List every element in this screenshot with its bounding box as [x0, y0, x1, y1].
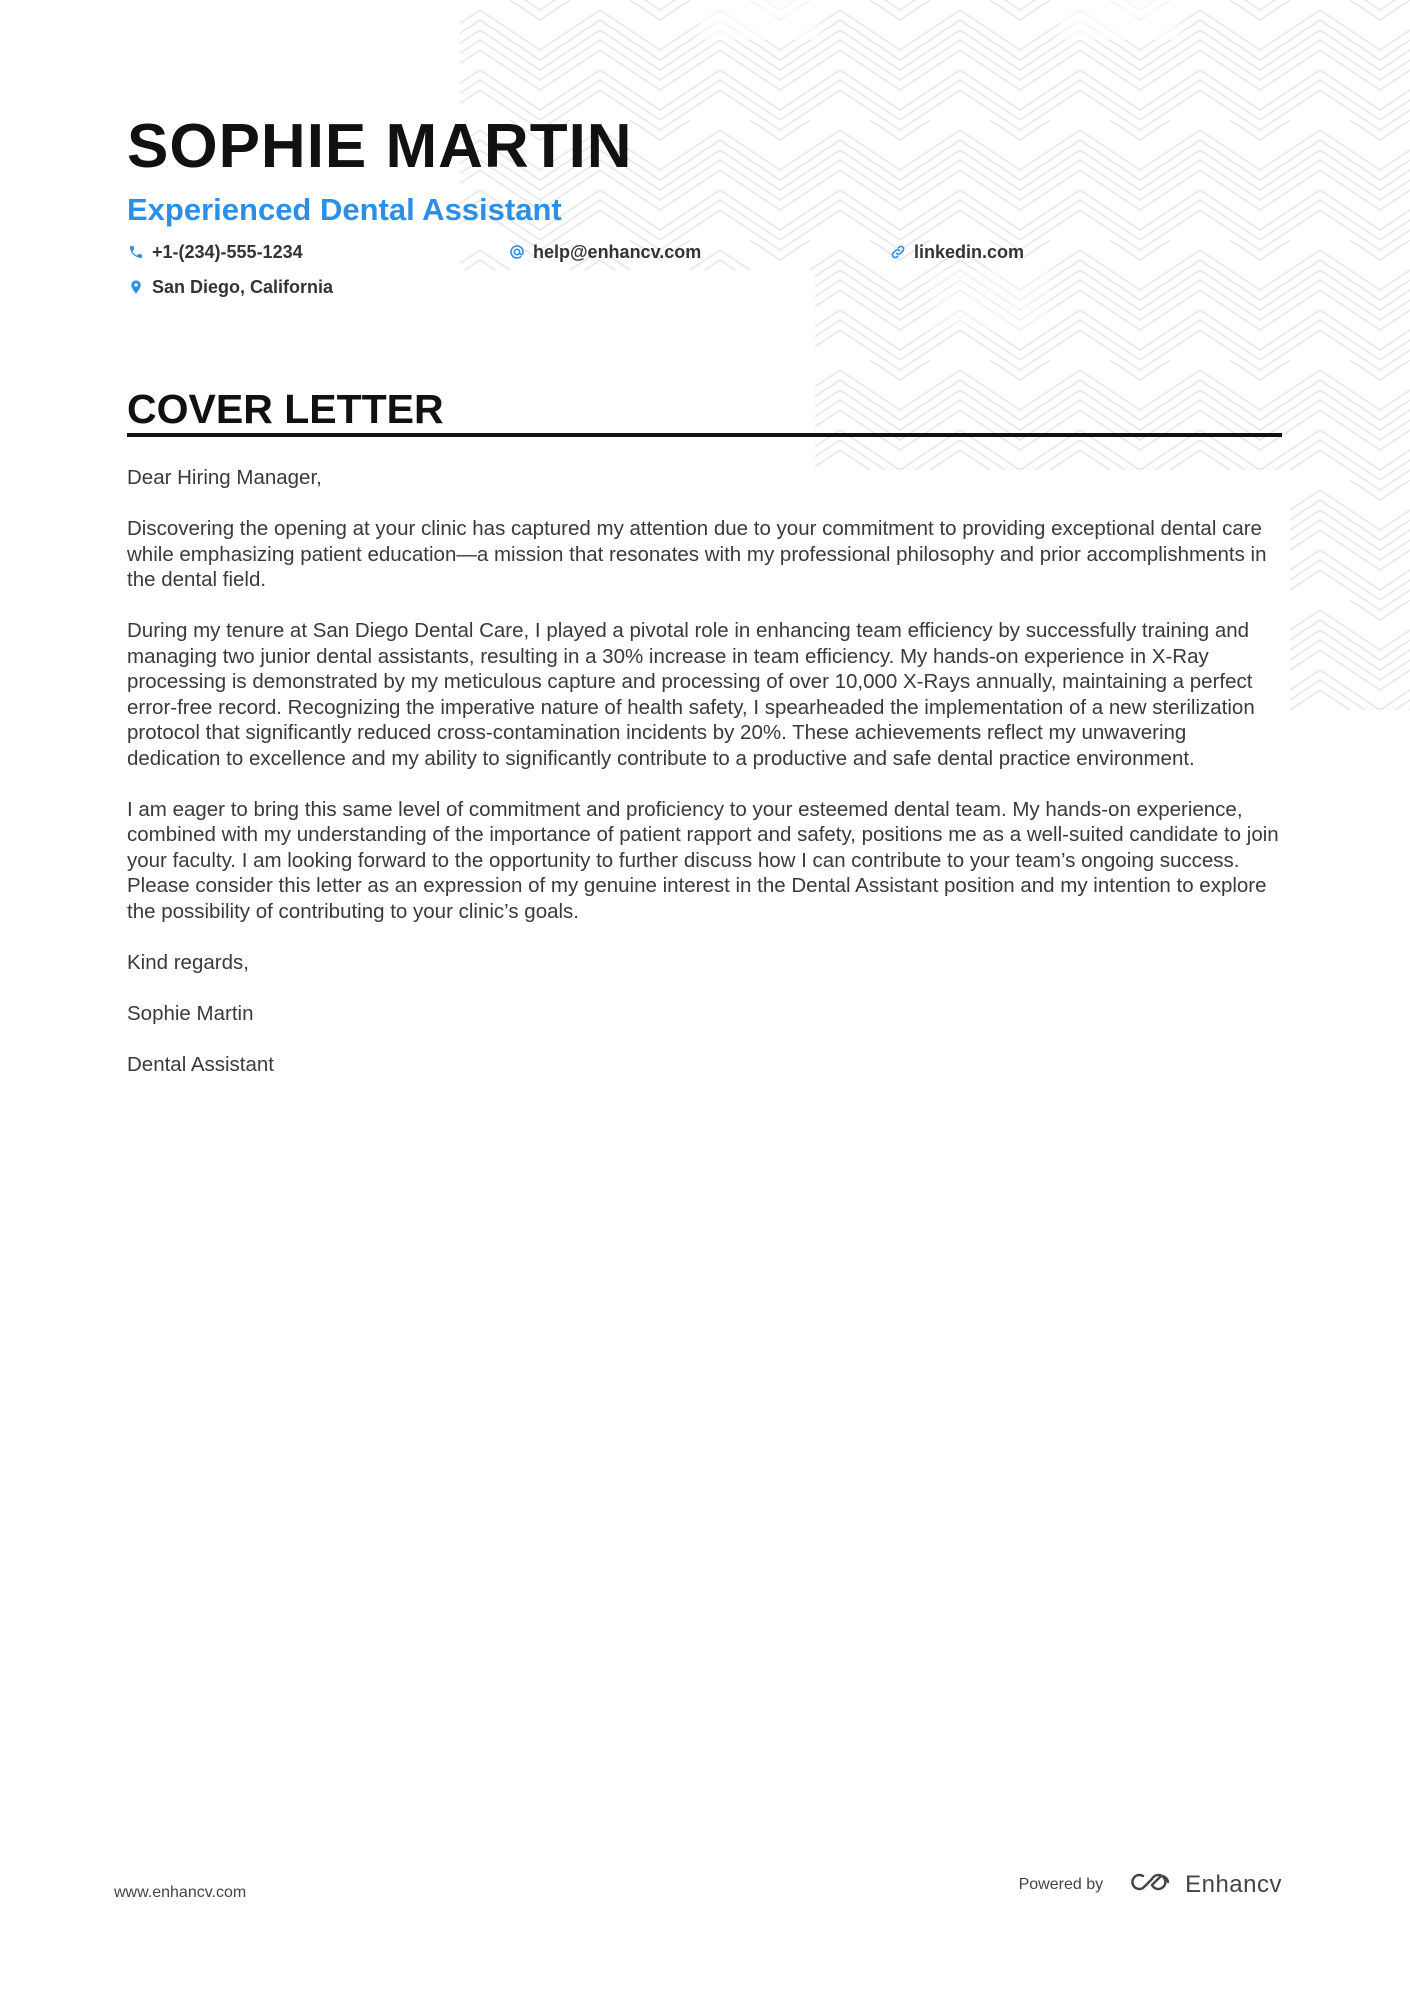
- candidate-name: SOPHIE MARTIN: [127, 112, 633, 181]
- contact-location: [127, 275, 333, 299]
- powered-by-label: Powered by: [1018, 1875, 1104, 1893]
- link-text[interactable]: linkedin.com: [914, 241, 1025, 262]
- letter-body: [127, 465, 1282, 1103]
- letter-greeting: Dear Hiring Manager,: [127, 466, 322, 489]
- section-divider: [127, 433, 1282, 437]
- map-pin-icon: [127, 278, 145, 296]
- letter-paragraph: I am eager to bring this same level of commitment and proficiency to your esteemed dental team. My hands-on experience, combined with my understanding of the importance of patient rapport and safety, positions me as a well-suited candidate to join your faculty. I am looking forward to the opportunity to further discuss how I can contribute to your team’s ongoing success. Please consider this letter as an expression of my genuine interest in the Dental Assistant position and my intention to explore the possibility of contributing to your clinic’s goals.: [127, 797, 1279, 923]
- contact-phone: [127, 240, 303, 264]
- letter-paragraph: During my tenure at San Diego Dental Care, I played a pivotal role in enhancing team efficiency by successfully training and managing two junior dental assistants, resulting in a 30% increase in team efficiency. My hands-on experience in X-Ray processing is demonstrated by my meticulous capture and processing of over 10,000 X-Rays annually, maintaining a perfect error-free record. Recognizing the imperative nature of health safety, I spearheaded the implementation of a new sterilization protocol that significantly reduced cross-contamination incidents by 20%. These achievements reflect my unwavering dedication to excellence and my ability to significantly contribute to a productive and safe dental practice environment.: [127, 619, 1255, 770]
- enhancv-logo-icon: [1129, 1870, 1175, 1899]
- letter-signature: Sophie Martin: [127, 1001, 254, 1025]
- brand-logo[interactable]: [1129, 1870, 1282, 1899]
- candidate-title: Experienced Dental Assistant: [127, 192, 562, 227]
- phone-text: +1-(234)-555-1234: [152, 241, 303, 262]
- contact-email[interactable]: [508, 240, 701, 264]
- at-sign-icon: [508, 243, 526, 261]
- letter-paragraph: Discovering the opening at your clinic has captured my attention due to your commitment to providing exceptional dental care while emphasizing patient education—a mission that resonates with my professional philosophy and prior accomplishments in the dental field.: [127, 517, 1267, 591]
- letter-role: Dental Assistant: [127, 1052, 274, 1076]
- brand-name: Enhancv: [1185, 1870, 1282, 1898]
- footer-branding: [1019, 1870, 1282, 1899]
- section-title: COVER LETTER: [127, 386, 444, 432]
- link-icon: [889, 243, 907, 261]
- phone-icon: [127, 243, 145, 261]
- contact-link[interactable]: [889, 240, 1024, 264]
- letter-closing: Kind regards,: [127, 950, 249, 974]
- email-text[interactable]: help@enhancv.com: [533, 241, 702, 262]
- location-text: San Diego, California: [152, 276, 334, 297]
- footer-website[interactable]: www.enhancv.com: [114, 1884, 247, 1901]
